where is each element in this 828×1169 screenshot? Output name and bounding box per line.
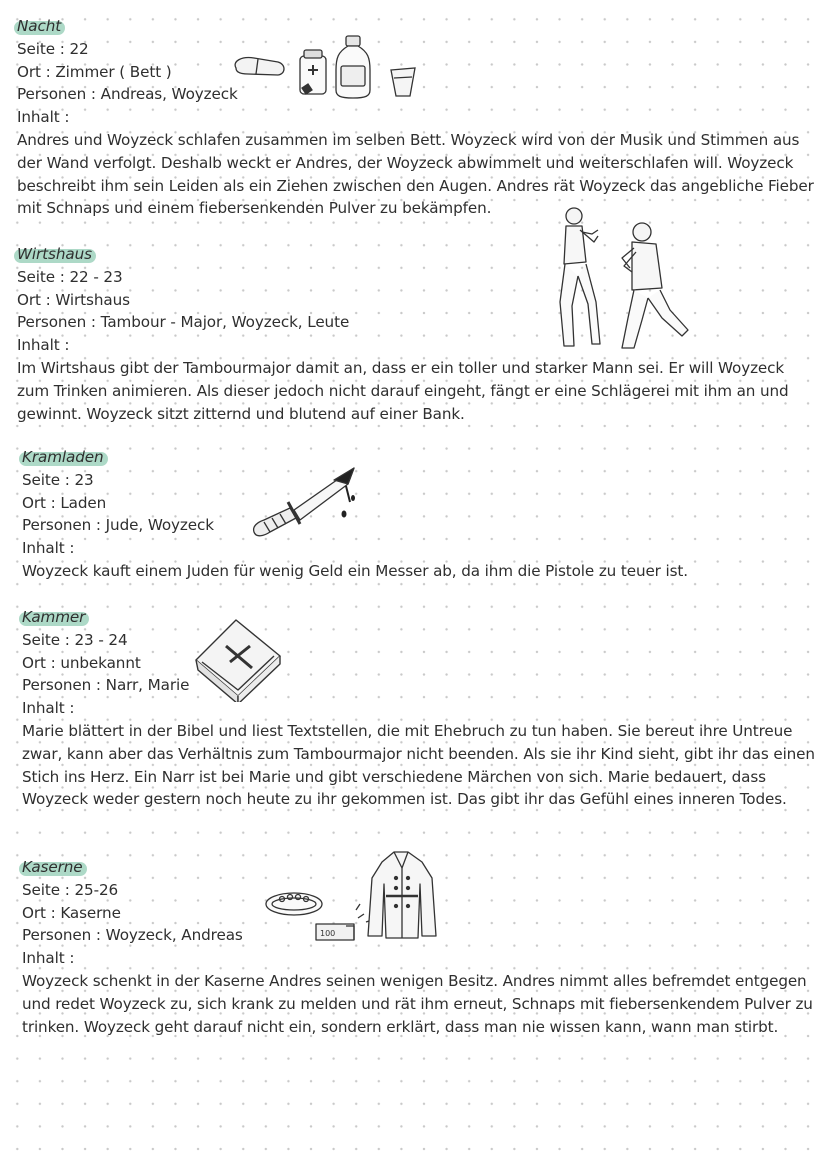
fighting-men-illustration [552, 206, 697, 354]
inhalt-label: Inhalt : [22, 539, 75, 558]
seite-line: Seite : 22 [17, 39, 89, 58]
money-note-value: 100 [320, 929, 336, 938]
personen-line: Personen : Woyzeck, Andreas [22, 926, 243, 945]
seite-line: Seite : 25-26 [22, 880, 119, 899]
bible-illustration [192, 616, 284, 702]
inhalt-label: Inhalt : [22, 949, 75, 968]
section-wirtshaus [17, 243, 817, 425]
section-text: Im Wirtshaus gibt der Tambourmajor damit an, dass er ein toller und starker Mann sei. Er will Woyzeck zum Trinken animieren. Als dieser jedoch nicht darauf eingeht, fängt er eine Schlägerei mit ihm an und gewinnt. Woyzeck sitzt zitternd und blutend auf einer Bank. [17, 358, 789, 423]
ort-line: Ort : Laden [22, 493, 107, 512]
inhalt-label: Inhalt : [17, 108, 70, 127]
ort-line: Ort : unbekannt [22, 653, 141, 672]
personen-line: Personen : Andreas, Woyzeck [17, 85, 238, 104]
section-text: Woyzeck schenkt in der Kaserne Andres seinen wenigen Besitz. Andres nimmt alles befremdet entgegen und redet Woyzeck zu, sich krank zu melden und rät ihm erneut, Schnaps mit fiebersenkendem Pulver zu trinken. Woyzeck geht darauf nicht ein, sondern erklärt, dass man nie wissen kann, wann man stirbt. [22, 971, 813, 1036]
seite-line: Seite : 22 - 23 [17, 267, 123, 286]
ort-line: Ort : Kaserne [22, 903, 121, 922]
section-text: Marie blättert in der Bibel und liest Textstellen, die mit Ehebruch zu tun haben. Sie bereut ihre Untreue zwar, kann aber das Verhältnis zum Tambourmajor nicht beenden. Als sie ihr Kind sieht, gibt ihr das einen Stich ins Herz. Ein Narr ist bei Marie und gibt verschiedene Märchen von sich. Marie bedauert, dass Woyzeck weder gestern noch heute zu ihr gekommen ist. Das gibt ihr das Gefühl eines inneren Todes. [22, 721, 815, 809]
personen-line: Personen : Tambour - Major, Woyzeck, Leute [17, 313, 350, 332]
inhalt-label: Inhalt : [17, 336, 70, 355]
section-title: Kammer [22, 606, 85, 629]
ring-money-coat-illustration [262, 848, 447, 948]
ort-line: Ort : Zimmer ( Bett ) [17, 62, 172, 81]
section-title: Nacht [17, 15, 61, 38]
personen-line: Personen : Jude, Woyzeck [22, 516, 214, 535]
ort-line: Ort : Wirtshaus [17, 290, 130, 309]
section-text: Woyzeck kauft einem Juden für wenig Geld ein Messer ab, da ihm die Pistole zu teuer ist. [22, 561, 688, 580]
section-title: Kramladen [22, 446, 104, 469]
section-title: Wirtshaus [17, 243, 92, 266]
personen-line: Personen : Narr, Marie [22, 676, 190, 695]
bloody-knife-illustration [250, 462, 362, 544]
pills-bottles-illustration [228, 30, 423, 102]
seite-line: Seite : 23 - 24 [22, 630, 128, 649]
section-title: Kaserne [22, 856, 83, 879]
section-kramladen [22, 446, 822, 583]
section-text: Andres und Woyzeck schlafen zusammen im selben Bett. Woyzeck wird von der Musik und Stimmen aus der Wand verfolgt. Deshalb weckt er Andres, der Woyzeck abwimmelt und weiterschlafen will. Woyzeck beschreibt ihm sein Leiden als ein Ziehen zwischen den Augen. Andres rät Woyzeck das angebliche Fieber mit Schnaps und einem fiebersenkenden Pulver zu bekämpfen. [17, 130, 814, 218]
section-kammer [22, 606, 817, 811]
seite-line: Seite : 23 [22, 470, 94, 489]
inhalt-label: Inhalt : [22, 699, 75, 718]
